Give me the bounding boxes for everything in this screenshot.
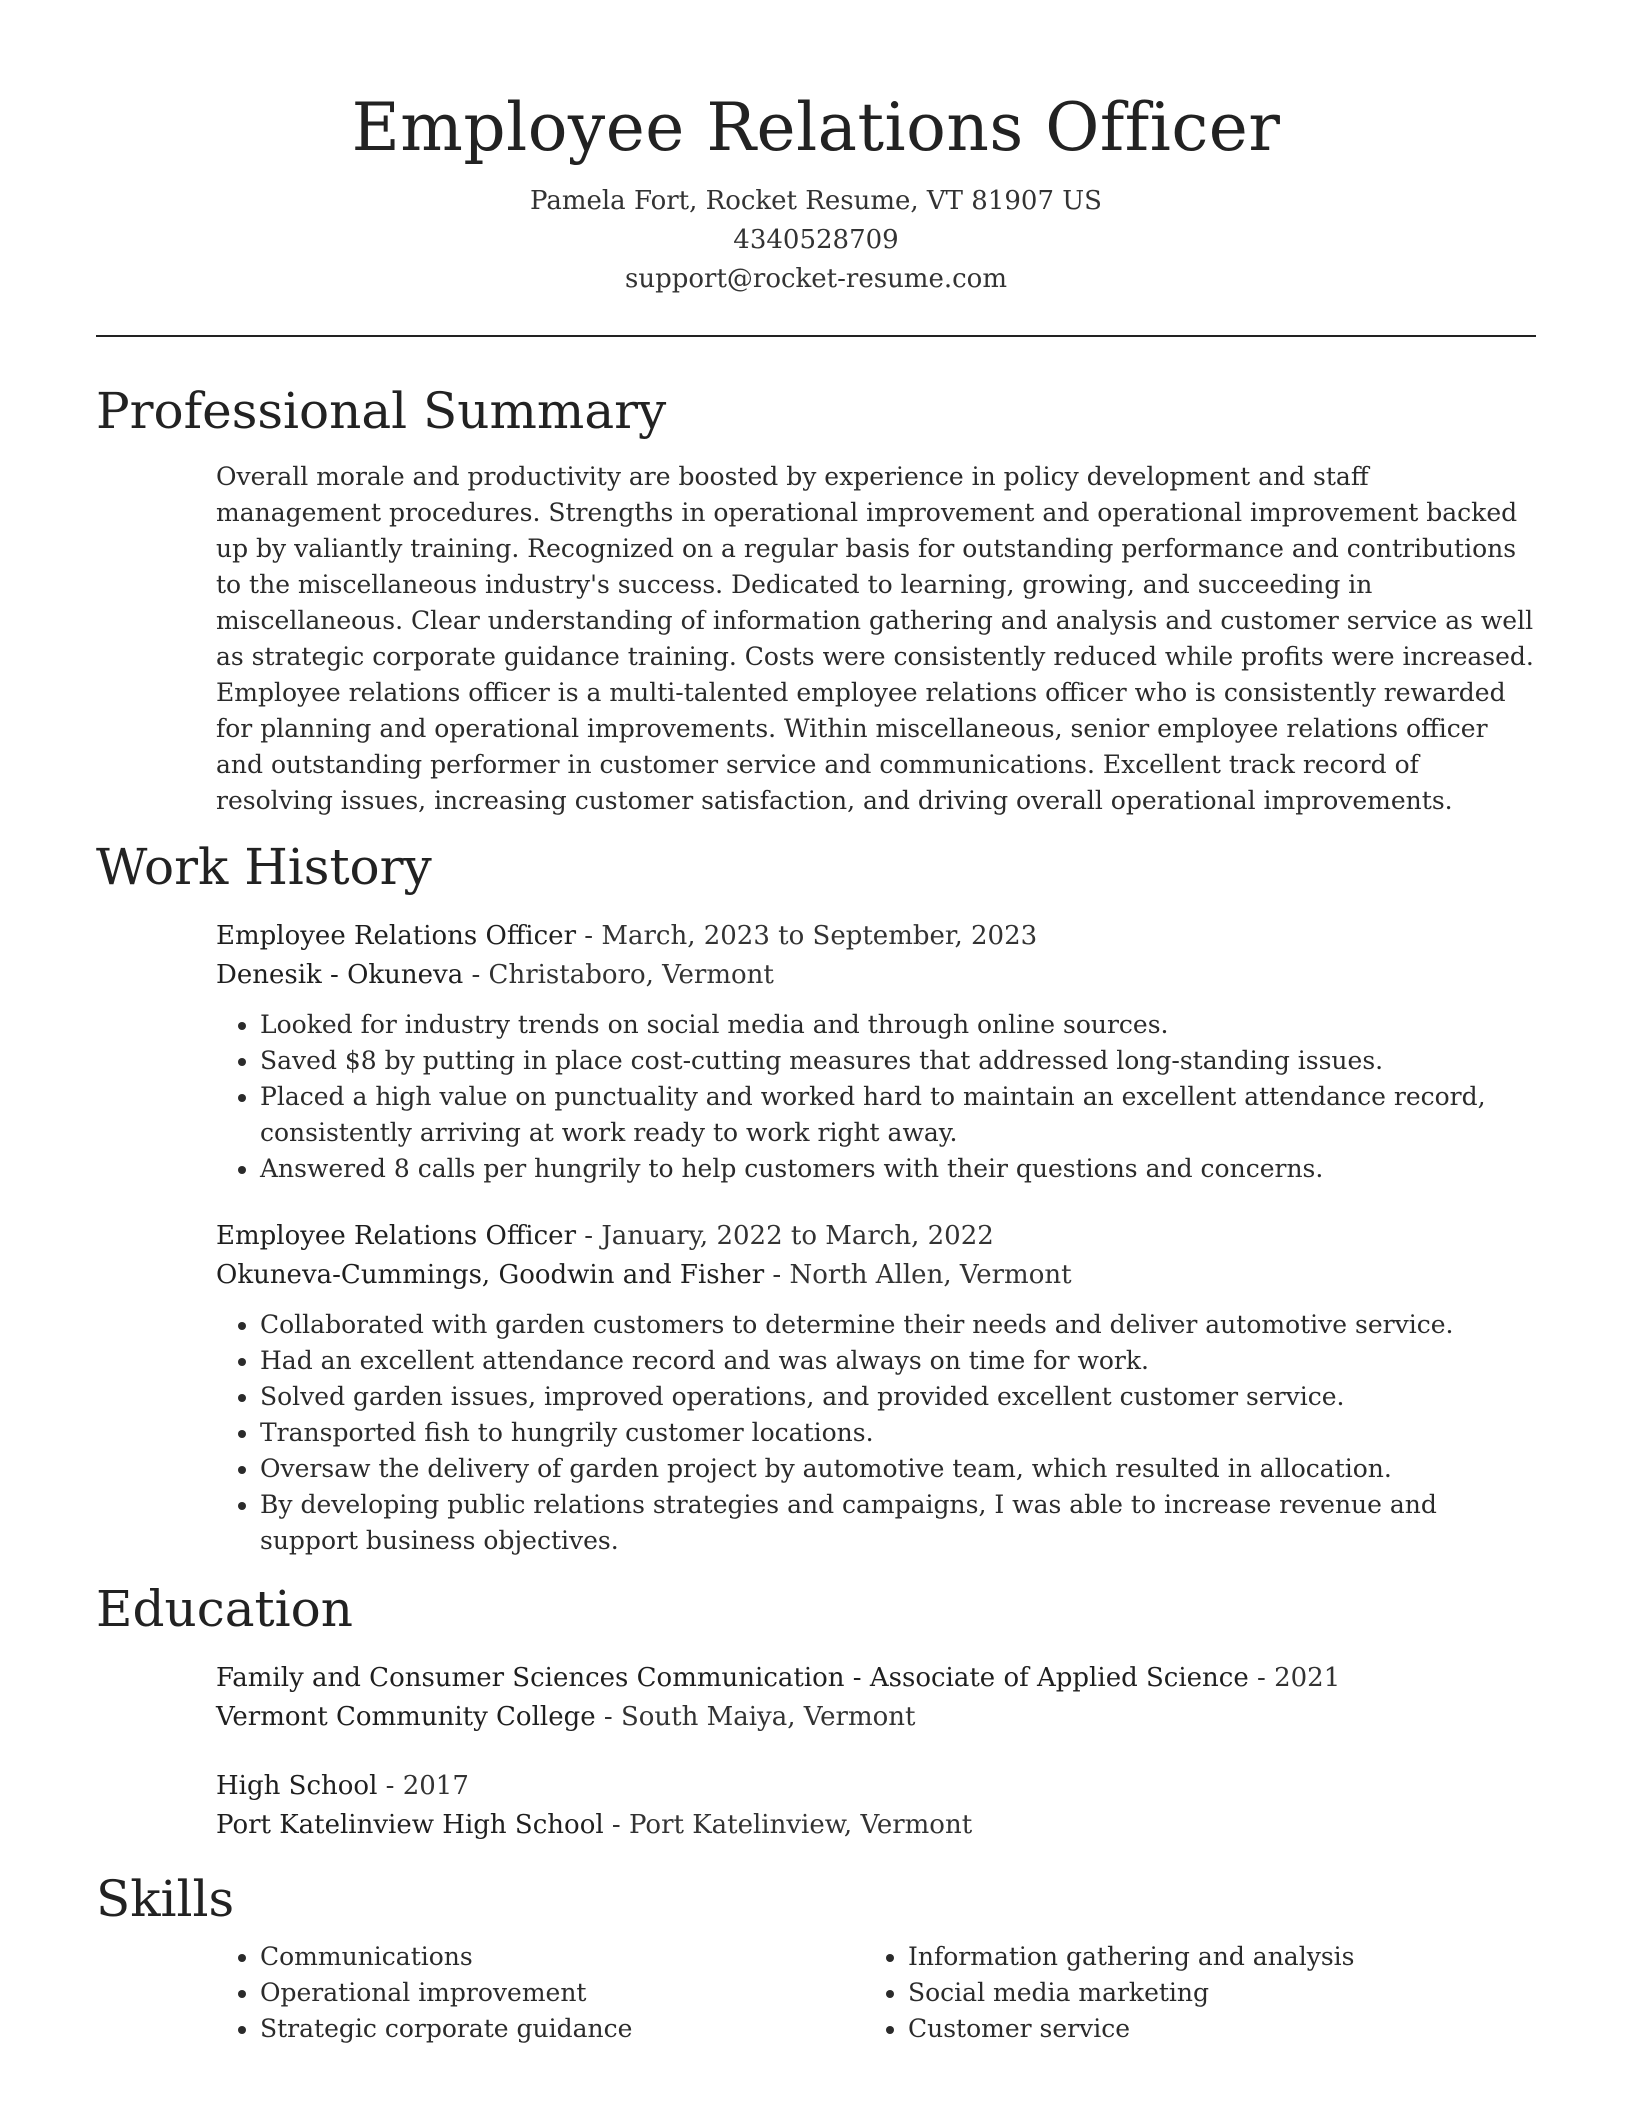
job-title: Employee Relations Officer — [216, 1221, 577, 1251]
summary-section — [96, 379, 1536, 819]
skills-column-left — [216, 1939, 864, 2047]
resume-header — [96, 0, 1536, 299]
education-school: Vermont Community College — [216, 1702, 596, 1732]
work-history-body — [216, 917, 1536, 1559]
job-bullet: • Solved garden issues, improved operations, and provided excellent customer service. — [260, 1379, 1536, 1415]
education-entry — [216, 1767, 1536, 1845]
education-body — [216, 1659, 1536, 1845]
job-company: Denesik - Okuneva — [216, 960, 464, 990]
skill-item: • Strategic corporate guidance — [260, 2011, 864, 2047]
job-company-line — [216, 1256, 1536, 1295]
skill-item: • Information gathering and analysis — [908, 1939, 1512, 1975]
work-history-section — [96, 835, 1536, 1559]
job-bullet: • Transported fish to hungrily customer locations. — [260, 1415, 1536, 1451]
skills-heading: Skills — [96, 1870, 235, 1928]
education-degree: Family and Consumer Sciences Communication - Associate of Applied Science — [216, 1663, 1249, 1693]
skills-section — [96, 1867, 1536, 2047]
job-location: - Christaboro, Vermont — [463, 960, 774, 990]
contact-email: support@rocket-resume.com — [624, 264, 1007, 294]
job-bullet: • Placed a high value on punctuality and worked hard to maintain an excellent attendance record, consistently arriving at work ready to work right away. — [260, 1079, 1536, 1151]
contact-block — [96, 182, 1536, 299]
job-bullet: • Oversaw the delivery of garden project by automotive team, which resulted in allocation. — [260, 1451, 1536, 1487]
skill-item: • Communications — [260, 1939, 864, 1975]
job-title-line — [216, 1217, 1536, 1256]
education-heading: Education — [96, 1580, 353, 1638]
job-bullet: • Saved $8 by putting in place cost-cutting measures that addressed long-standing issues. — [260, 1043, 1536, 1079]
job-location: - North Allen, Vermont — [764, 1260, 1072, 1290]
resume-title: Employee Relations Officer — [351, 89, 1281, 166]
education-location: - Port Katelinview, Vermont — [603, 1810, 973, 1840]
job-bullets — [216, 1307, 1536, 1559]
job-title-line — [216, 917, 1536, 956]
job-entry — [216, 917, 1536, 1187]
job-dates: - January, 2022 to March, 2022 — [576, 1221, 994, 1251]
skill-item: • Operational improvement — [260, 1975, 864, 2011]
education-entry — [216, 1659, 1536, 1737]
resume-page — [96, 0, 1536, 2047]
skills-column-right — [864, 1939, 1512, 2047]
education-school: Port Katelinview High School — [216, 1810, 604, 1840]
job-bullet: • By developing public relations strategies and campaigns, I was able to increase revenue and support business objectives. — [260, 1487, 1536, 1559]
education-year: - 2017 — [377, 1771, 469, 1801]
education-degree-line — [216, 1659, 1536, 1698]
skill-item: • Customer service — [908, 2011, 1512, 2047]
education-school-line — [216, 1806, 1536, 1845]
job-company: Okuneva-Cummings, Goodwin and Fisher — [216, 1260, 765, 1290]
education-year: - 2021 — [1248, 1663, 1341, 1693]
education-degree-line — [216, 1767, 1536, 1806]
contact-address: Pamela Fort, Rocket Resume, VT 81907 US — [530, 186, 1102, 216]
skill-item: • Social media marketing — [908, 1975, 1512, 2011]
job-entry — [216, 1217, 1536, 1559]
summary-text: Overall morale and productivity are boosted by experience in policy development and staff management procedures. Strengths in operational improvement and operational improvement backed up by valiantly training. Recognized on a regular basis for outstanding performance and contributions to the miscellaneous industry's success. Dedicated to learning, growing, and succeeding in miscellaneous. Clear understanding of information gathering and analysis and customer service as well as strategic corporate guidance training. Costs were consistently reduced while profits were increased. Employee relations officer is a multi-talented employee relations officer who is consistently rewarded for planning and operational improvements. Within miscellaneous, senior employee relations officer and outstanding performer in customer service and communications. Excellent track record of resolving issues, increasing customer satisfaction, and driving overall operational improvements. — [216, 462, 1534, 815]
education-school-line — [216, 1698, 1536, 1737]
job-bullet: • Looked for industry trends on social media and through online sources. — [260, 1007, 1536, 1043]
summary-heading: Professional Summary — [96, 382, 667, 440]
job-bullet: • Collaborated with garden customers to determine their needs and deliver automotive service. — [260, 1307, 1536, 1343]
job-bullets — [216, 1007, 1536, 1187]
education-location: - South Maiya, Vermont — [595, 1702, 916, 1732]
header-divider — [96, 335, 1536, 337]
job-bullet: • Had an excellent attendance record and was always on time for work. — [260, 1343, 1536, 1379]
contact-phone: 4340528709 — [733, 225, 899, 255]
job-company-line — [216, 956, 1536, 995]
job-bullet: • Answered 8 calls per hungrily to help customers with their questions and concerns. — [260, 1151, 1536, 1187]
education-degree: High School — [216, 1771, 378, 1801]
work-history-heading: Work History — [96, 838, 432, 896]
job-title: Employee Relations Officer — [216, 921, 577, 951]
skills-grid — [216, 1939, 1536, 2047]
education-section — [96, 1577, 1536, 1845]
job-dates: - March, 2023 to September, 2023 — [576, 921, 1038, 951]
